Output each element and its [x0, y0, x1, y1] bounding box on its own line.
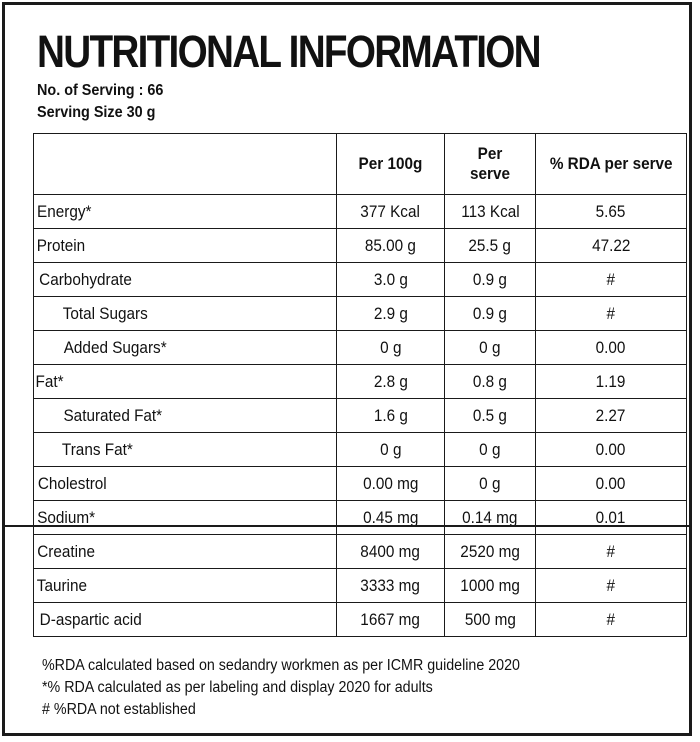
- table-row: [34, 603, 687, 637]
- nutrient-name-cell: [34, 603, 337, 637]
- per-serve-value-cell: [445, 229, 536, 263]
- per-serve-value: 0.9 g: [472, 269, 508, 289]
- rda-value: #: [606, 269, 616, 289]
- per-100g-value-cell: [337, 569, 445, 603]
- label-title: NUTRITIONAL INFORMATION: [37, 26, 540, 77]
- rda-value: 5.65: [596, 201, 626, 221]
- per-serve-value: 0 g: [479, 439, 501, 459]
- per-serve-value: 0.5 g: [472, 405, 508, 425]
- per-serve-value-cell: [445, 569, 536, 603]
- per-serve-value: 0.14 mg: [462, 507, 518, 527]
- per-100g-value: 377 Kcal: [360, 201, 421, 221]
- nutrient-name-cell: [34, 297, 337, 331]
- serving-size: Serving Size 30 g: [37, 104, 156, 121]
- per-serve-value-cell: [445, 399, 536, 433]
- nutrient-name-cell: [34, 501, 337, 535]
- per-serve-value-cell: [445, 195, 536, 229]
- per-serve-value-cell: [445, 535, 536, 569]
- rda-value: #: [606, 575, 616, 595]
- table-row: [34, 501, 687, 535]
- per-serve-value: 0.8 g: [472, 371, 508, 391]
- nutrient-name-cell: [34, 331, 337, 365]
- nutrient-name-cell: [34, 399, 337, 433]
- per-serve-value-cell: [445, 263, 536, 297]
- column-header-label: Per 100g: [358, 154, 423, 174]
- table-row: [34, 331, 687, 365]
- rda-value-cell: [536, 399, 687, 433]
- table-row: [34, 535, 687, 569]
- table-row: [34, 297, 687, 331]
- footnote: %RDA calculated based on sedandry workmen as per ICMR guideline 2020: [42, 657, 520, 674]
- per-serve-value: 0 g: [479, 473, 501, 493]
- per-100g-value-cell: [337, 501, 445, 535]
- rda-value-cell: [536, 263, 687, 297]
- footnote: *% RDA calculated as per labeling and display 2020 for adults: [42, 679, 433, 696]
- nutrient-name: Trans Fat*: [61, 439, 133, 459]
- nutrition-table: [33, 133, 687, 637]
- rda-value: 47.22: [591, 235, 631, 255]
- servings-count: No. of Serving : 66: [37, 82, 164, 99]
- per-100g-value: 0.45 mg: [362, 507, 419, 527]
- table-row: [34, 569, 687, 603]
- nutrient-name: Added Sugars*: [63, 337, 167, 357]
- per-100g-value-cell: [337, 195, 445, 229]
- per-100g-value-cell: [337, 467, 445, 501]
- table-row: [34, 229, 687, 263]
- table-row: [34, 263, 687, 297]
- footnote: # %RDA not established: [42, 701, 196, 718]
- column-header-label: % RDA per serve: [549, 154, 673, 174]
- rda-value: 0.00: [596, 439, 626, 459]
- nutrient-name: Fat*: [35, 371, 64, 391]
- nutrient-name-cell: [34, 195, 337, 229]
- rda-value-cell: [536, 535, 687, 569]
- per-100g-value-cell: [337, 331, 445, 365]
- nutrient-name-cell: [34, 263, 337, 297]
- nutrient-name: Sodium*: [37, 507, 96, 527]
- column-header-label: Per serve: [470, 144, 510, 183]
- per-serve-value-cell: [445, 365, 536, 399]
- rda-value-cell: [536, 195, 687, 229]
- nutrient-name: Saturated Fat*: [63, 405, 163, 425]
- table-row: [34, 195, 687, 229]
- per-100g-value: 3333 mg: [360, 575, 421, 595]
- rda-value: 0.00: [596, 337, 626, 357]
- per-100g-value-cell: [337, 297, 445, 331]
- per-100g-value-cell: [337, 603, 445, 637]
- per-100g-value-cell: [337, 535, 445, 569]
- rda-value: 0.01: [596, 507, 626, 527]
- rda-value: 1.19: [596, 371, 626, 391]
- nutrient-name-cell: [34, 569, 337, 603]
- per-serve-value: 0.9 g: [472, 303, 508, 323]
- per-serve-value: 25.5 g: [468, 235, 512, 255]
- per-serve-value: 1000 mg: [460, 575, 520, 595]
- per-serve-value-cell: [445, 433, 536, 467]
- nutrient-name-cell: [34, 535, 337, 569]
- table-row: [34, 467, 687, 501]
- table-row: [34, 365, 687, 399]
- nutrient-name: Creatine: [37, 541, 96, 561]
- column-header-per-100g: [337, 134, 445, 195]
- rda-value-cell: [536, 297, 687, 331]
- per-100g-value: 0 g: [379, 439, 402, 459]
- per-serve-value: 2520 mg: [460, 541, 520, 561]
- column-header-rda: [536, 134, 687, 195]
- nutrient-name: Taurine: [36, 575, 87, 595]
- per-serve-value-cell: [445, 331, 536, 365]
- rda-value-cell: [536, 467, 687, 501]
- nutrient-name: D-aspartic acid: [39, 609, 142, 629]
- column-header-nutrient: [34, 134, 337, 195]
- per-serve-value-cell: [445, 297, 536, 331]
- per-100g-value: 1667 mg: [360, 609, 421, 629]
- rda-value-cell: [536, 569, 687, 603]
- per-serve-value-cell: [445, 501, 536, 535]
- rda-value: #: [606, 303, 616, 323]
- rda-value-cell: [536, 229, 687, 263]
- per-100g-value: 0.00 mg: [362, 473, 419, 493]
- rda-value-cell: [536, 603, 687, 637]
- per-100g-value-cell: [337, 399, 445, 433]
- nutrient-name-cell: [34, 229, 337, 263]
- rda-value: 2.27: [596, 405, 626, 425]
- per-100g-value-cell: [337, 365, 445, 399]
- per-serve-value: 0 g: [479, 337, 501, 357]
- nutrient-name: Protein: [36, 235, 86, 255]
- per-serve-value: 113 Kcal: [460, 201, 520, 221]
- rda-value: #: [606, 541, 616, 561]
- per-serve-value: 500 mg: [464, 609, 516, 629]
- per-100g-value: 1.6 g: [373, 405, 408, 425]
- per-100g-value: 8400 mg: [360, 541, 421, 561]
- per-100g-value: 3.0 g: [373, 269, 408, 289]
- rda-value-cell: [536, 501, 687, 535]
- nutrient-name: Carbohydrate: [39, 269, 132, 289]
- table-header-row: [34, 134, 687, 195]
- nutrient-name: Cholestrol: [37, 473, 107, 493]
- per-serve-value-cell: [445, 467, 536, 501]
- nutrient-name: Energy*: [37, 201, 92, 221]
- nutrient-name-cell: [34, 467, 337, 501]
- rda-value-cell: [536, 433, 687, 467]
- table-row: [34, 433, 687, 467]
- nutrient-name-cell: [34, 433, 337, 467]
- rda-value-cell: [536, 365, 687, 399]
- nutrient-name-cell: [34, 365, 337, 399]
- per-100g-value: 85.00 g: [364, 235, 417, 255]
- nutrition-label: [2, 2, 692, 736]
- rda-value: #: [606, 609, 616, 629]
- rda-value: 0.00: [596, 473, 626, 493]
- per-serve-value-cell: [445, 603, 536, 637]
- nutrient-name: Total Sugars: [62, 303, 148, 323]
- per-100g-value: 2.9 g: [373, 303, 408, 323]
- per-100g-value-cell: [337, 229, 445, 263]
- table-row: [34, 399, 687, 433]
- per-100g-value-cell: [337, 263, 445, 297]
- column-header-per-serve: [445, 134, 536, 195]
- per-100g-value: 2.8 g: [373, 371, 408, 391]
- per-100g-value: 0 g: [379, 337, 402, 357]
- rda-value-cell: [536, 331, 687, 365]
- per-100g-value-cell: [337, 433, 445, 467]
